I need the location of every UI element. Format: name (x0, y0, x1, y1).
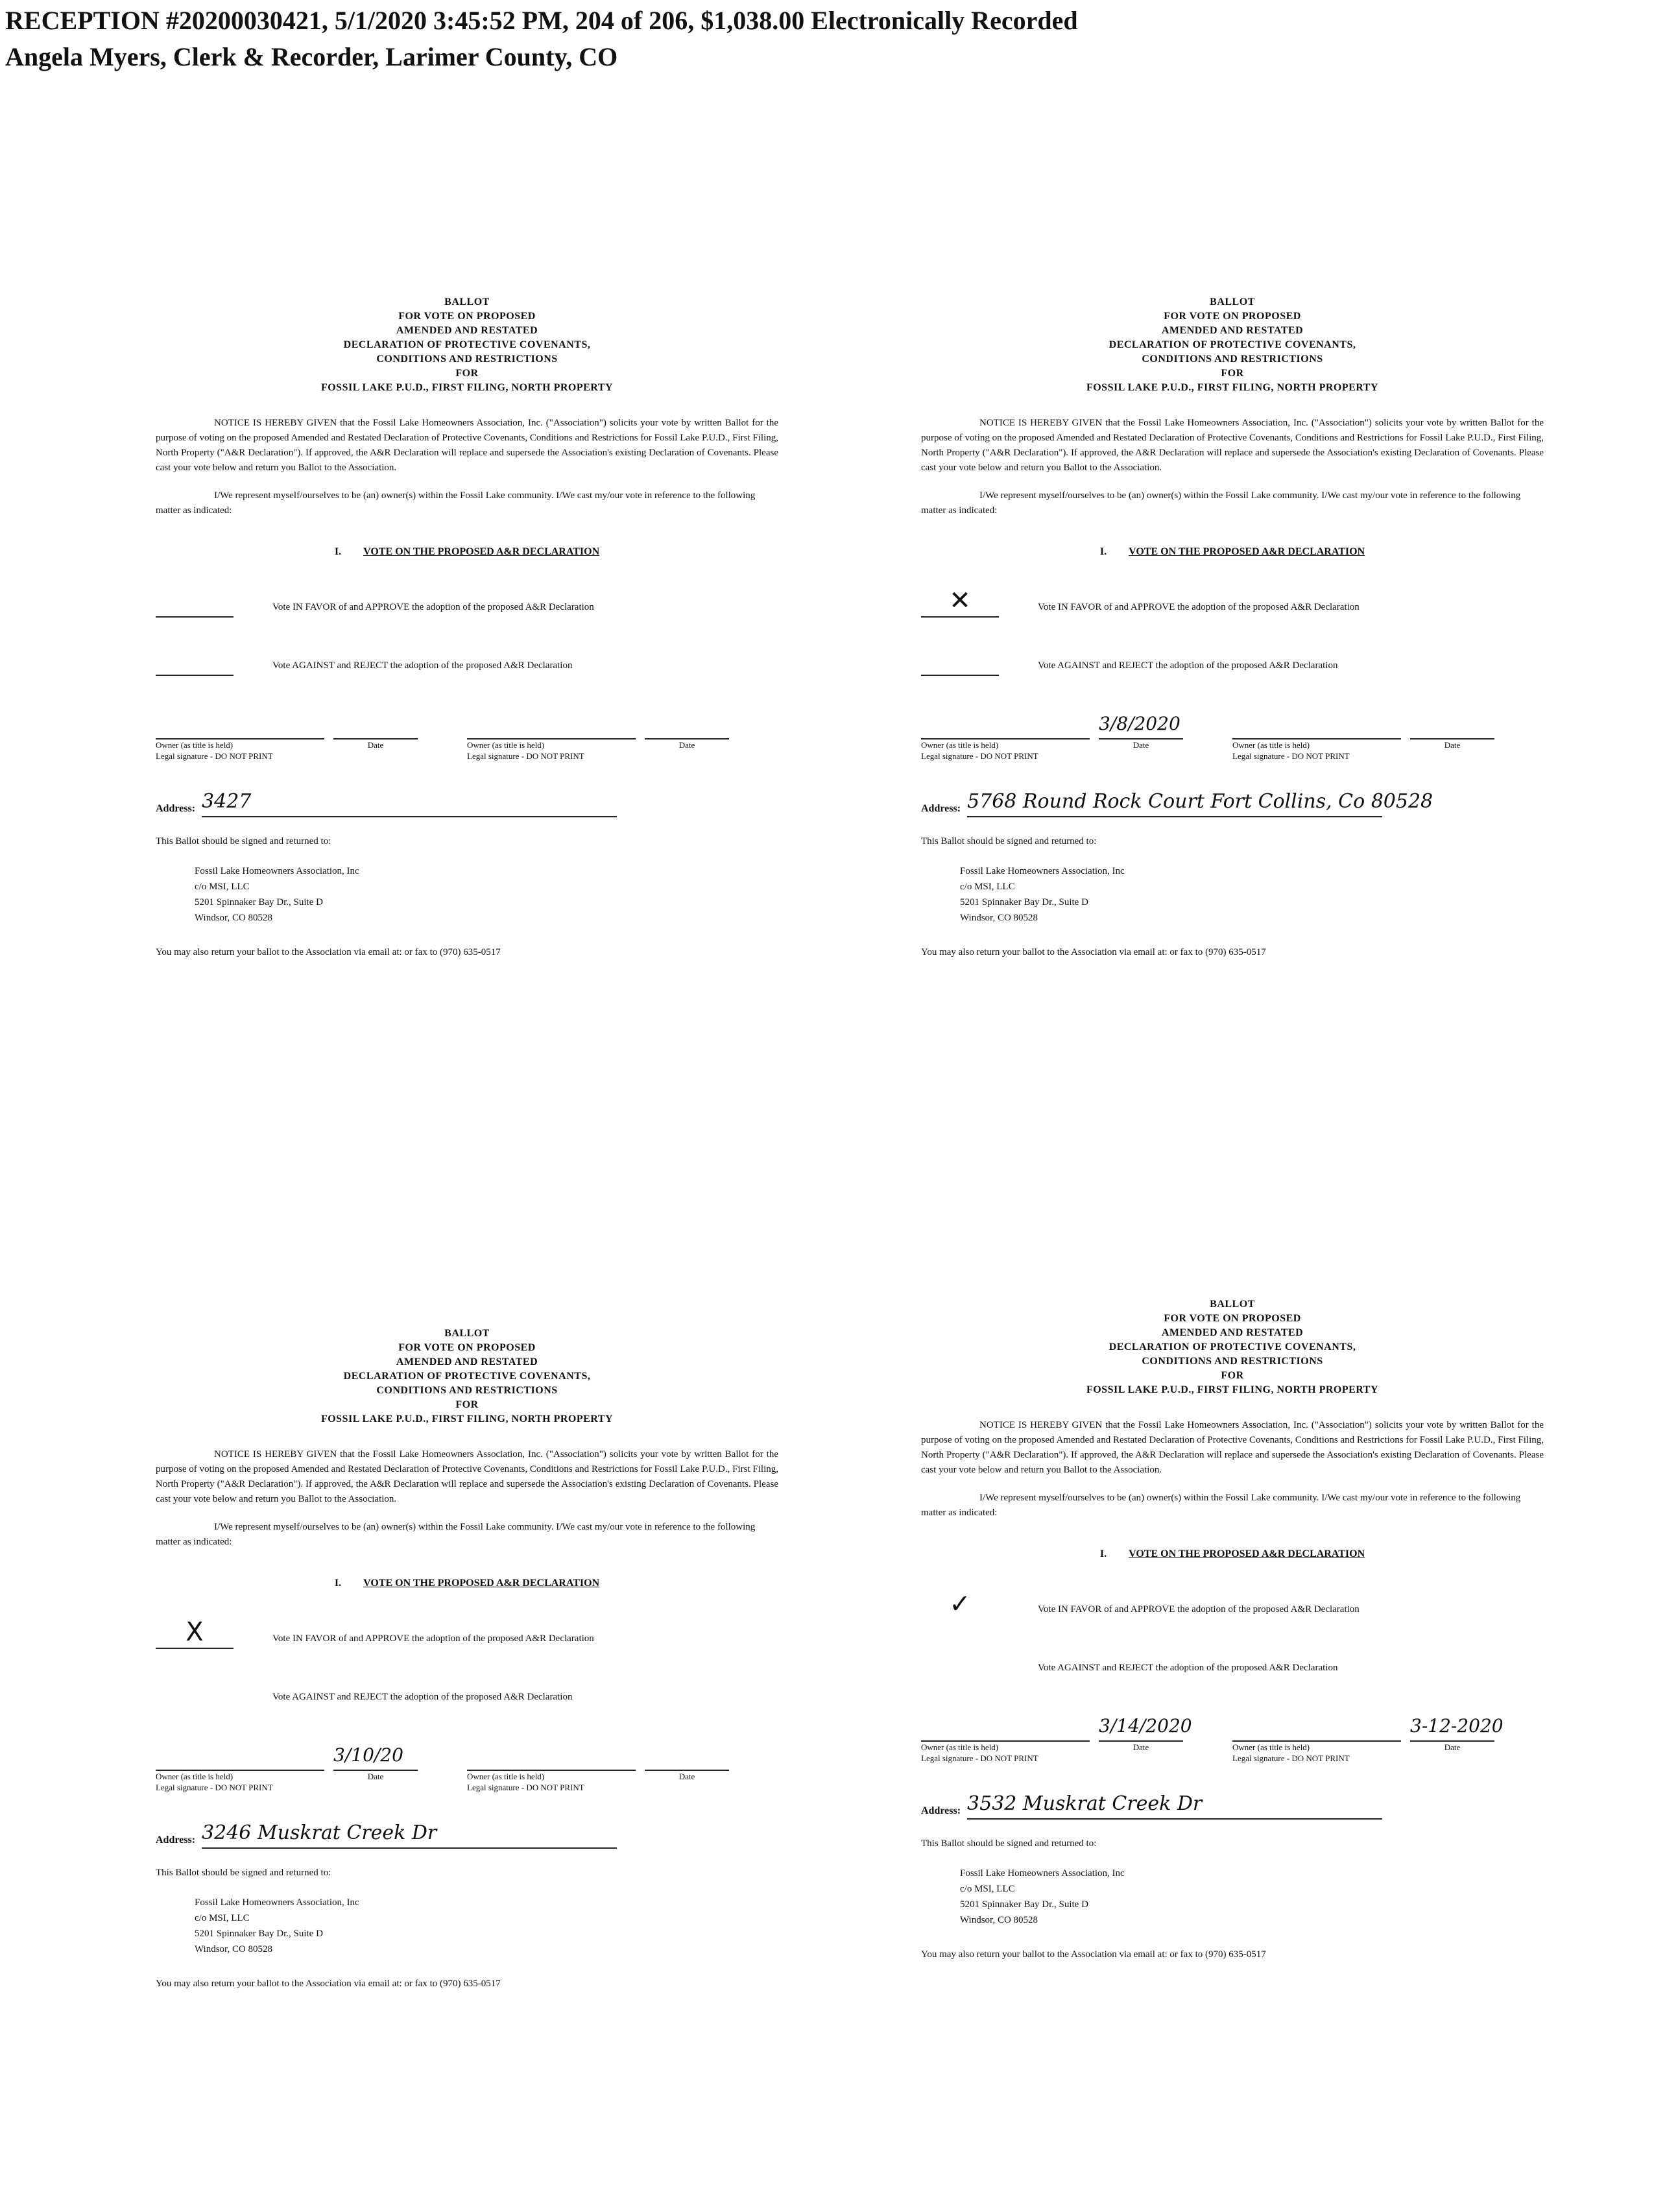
legal-signature-caption: Legal signature - DO NOT PRINT (156, 751, 273, 761)
owner-caption: Owner (as title is held) (1232, 740, 1310, 750)
ballot-title-line: FOR (455, 1399, 479, 1410)
legal-signature-caption: Legal signature - DO NOT PRINT (467, 751, 584, 761)
date-caption: Date (367, 740, 384, 750)
address-row (921, 787, 1544, 817)
address-label: Address: (921, 1805, 961, 1816)
vote-against-label: Vote AGAINST and REJECT the adoption of the proposed A&R Declaration (1038, 1663, 1338, 1673)
association-address-line: Windsor, CO 80528 (195, 913, 273, 923)
owner-representation: I/We represent myself/ourselves to be (an) owner(s) within the Fossil Lake community. I/We cast my/our vote in reference to the following matter as indicated: (156, 1522, 756, 1547)
legal-signature-caption: Legal signature - DO NOT PRINT (1232, 1753, 1350, 1763)
ballot-title-line: FOSSIL LAKE P.U.D., FIRST FILING, NORTH PROPERTY (1086, 1384, 1379, 1395)
return-instructions: This Ballot should be signed and returned to: (921, 836, 1097, 847)
vote-against-row (156, 1675, 778, 1707)
owner-1-date[interactable] (333, 710, 418, 739)
ballot-form (156, 295, 778, 960)
association-address (195, 863, 778, 926)
email-instructions (921, 1947, 1544, 1962)
association-address-line: Fossil Lake Homeowners Association, Inc (195, 866, 359, 876)
email-instructions (156, 1977, 778, 1991)
association-address-line: Windsor, CO 80528 (195, 1944, 273, 1954)
vote-against-label: Vote AGAINST and REJECT the adoption of the proposed A&R Declaration (1038, 660, 1338, 671)
owner-2-date[interactable]: 3-12-2020 (1410, 1712, 1494, 1742)
association-address-line: 5201 Spinnaker Bay Dr., Suite D (195, 897, 323, 908)
vote-favor-mark[interactable]: ✕ (921, 585, 999, 618)
owner-1-signature[interactable] (156, 1741, 324, 1771)
legal-signature-caption: Legal signature - DO NOT PRINT (467, 1783, 584, 1792)
ballot-title-line: FOR VOTE ON PROPOSED (398, 1342, 536, 1353)
association-address-line: 5201 Spinnaker Bay Dr., Suite D (195, 1929, 323, 1939)
ballot-title (156, 295, 778, 395)
section-title: VOTE ON THE PROPOSED A&R DECLARATION (1129, 546, 1365, 557)
owner-representation: I/We represent myself/ourselves to be (an) owner(s) within the Fossil Lake community. I/We cast my/our vote in reference to the following matter as indicated: (921, 490, 1521, 516)
ballot-form (921, 1297, 1544, 1962)
association-address (960, 863, 1544, 926)
owner-caption: Owner (as title is held) (921, 1742, 999, 1752)
ballot-title-line: CONDITIONS AND RESTRICTIONS (376, 1385, 558, 1396)
date-caption: Date (678, 1772, 695, 1781)
association-address-line: Fossil Lake Homeowners Association, Inc (960, 866, 1125, 876)
notice-paragraph: NOTICE IS HEREBY GIVEN that the Fossil Lake Homeowners Association, Inc. ("Association") solicits your vote by written Ballot for the purpose of voting on the proposed Amended and Restated Declaration of Protective Covenants, Conditions and Restrictions for Fossil Lake P.U.D., First Filing, North Property ("A&R Declaration"). If approved, the A&R Declaration will replace and supersede the Association's existing Declaration of Covenants. Please cast your vote below and return you Ballot to the Association. (921, 418, 1544, 473)
owner-2-date[interactable] (1410, 710, 1494, 739)
section-number: I. (334, 1578, 342, 1589)
owner-caption: Owner (as title is held) (1232, 1742, 1310, 1752)
association-address-line: Windsor, CO 80528 (960, 1915, 1038, 1925)
association-address-line: c/o MSI, LLC (195, 882, 250, 892)
section-title: VOTE ON THE PROPOSED A&R DECLARATION (1129, 1548, 1365, 1559)
return-instructions: This Ballot should be signed and returned to: (156, 836, 331, 847)
ballot-title-line: DECLARATION OF PROTECTIVE COVENANTS, (1109, 1341, 1356, 1352)
vote-favor-label: Vote IN FAVOR of and APPROVE the adoption of the proposed A&R Declaration (1038, 602, 1360, 612)
ballot-title-line: DECLARATION OF PROTECTIVE COVENANTS, (343, 339, 591, 350)
signature-row (156, 710, 778, 762)
email-note-suffix: or fax to (970) 635-0517 (1169, 947, 1266, 957)
section-title: VOTE ON THE PROPOSED A&R DECLARATION (363, 1578, 600, 1589)
email-instructions (921, 945, 1544, 960)
ballot-title-line: FOR (1221, 368, 1244, 379)
email-note-prefix: You may also return your ballot to the Association via email at: (921, 947, 1168, 957)
association-address (960, 1866, 1544, 1928)
legal-signature-caption: Legal signature - DO NOT PRINT (156, 1783, 273, 1792)
ballot-title-line: AMENDED AND RESTATED (1161, 1327, 1304, 1338)
ballot-title-line: FOR VOTE ON PROPOSED (398, 311, 536, 322)
signature-row (921, 710, 1544, 762)
return-instructions: This Ballot should be signed and returned to: (156, 1868, 331, 1878)
owner-1-signature[interactable] (921, 710, 1090, 739)
ballot-title-line: AMENDED AND RESTATED (396, 325, 538, 336)
ballot-title-line: FOR (455, 368, 479, 379)
ballot-title-line: FOR VOTE ON PROPOSED (1164, 1313, 1301, 1324)
date-caption: Date (1133, 740, 1149, 750)
vote-against-mark[interactable] (156, 1676, 234, 1707)
ballot-form (156, 1327, 778, 1991)
email-note-suffix: or fax to (970) 635-0517 (404, 1978, 501, 1989)
vote-against-label: Vote AGAINST and REJECT the adoption of the proposed A&R Declaration (272, 660, 573, 671)
vote-against-mark[interactable] (921, 643, 999, 676)
address-label: Address: (921, 803, 961, 814)
section-heading (156, 1576, 778, 1591)
address-field[interactable]: 5768 Round Rock Court Fort Collins, Co 80528 (967, 787, 1382, 817)
notice-paragraph: NOTICE IS HEREBY GIVEN that the Fossil Lake Homeowners Association, Inc. ("Association") solicits your vote by written Ballot for the purpose of voting on the proposed Amended and Restated Declaration of Protective Covenants, Conditions and Restrictions for Fossil Lake P.U.D., First Filing, North Property ("A&R Declaration"). If approved, the A&R Declaration will replace and supersede the Association's existing Declaration of Covenants. Please cast your vote below and return you Ballot to the Association. (156, 418, 778, 473)
address-row (156, 787, 778, 817)
section-title: VOTE ON THE PROPOSED A&R DECLARATION (363, 546, 600, 557)
association-address (195, 1895, 778, 1957)
vote-against-label: Vote AGAINST and REJECT the adoption of the proposed A&R Declaration (272, 1692, 573, 1702)
owner-2-signature-block (1232, 710, 1544, 762)
ballot-title-line: BALLOT (1210, 296, 1255, 307)
section-number: I. (1099, 1548, 1107, 1559)
owner-1-signature[interactable] (156, 710, 324, 739)
owner-2-date[interactable] (645, 1741, 729, 1771)
legal-signature-caption: Legal signature - DO NOT PRINT (921, 1753, 1038, 1763)
owner-1-signature-block (921, 1712, 1232, 1764)
email-note-prefix: You may also return your ballot to the Association via email at: (156, 1978, 402, 1989)
owner-caption: Owner (as title is held) (156, 1772, 234, 1781)
address-label: Address: (156, 1834, 196, 1845)
owner-1-signature-block (921, 710, 1232, 762)
vote-favor-mark[interactable] (156, 585, 234, 618)
owner-caption: Owner (as title is held) (921, 740, 999, 750)
owner-1-signature-block (156, 1741, 467, 1793)
ballot-title-line: DECLARATION OF PROTECTIVE COVENANTS, (1109, 339, 1356, 350)
ballot-title (921, 295, 1544, 395)
section-heading (156, 544, 778, 559)
owner-2-signature[interactable] (1232, 1712, 1401, 1742)
owner-1-signature-block (156, 710, 467, 762)
signature-row (156, 1741, 778, 1793)
ballot-title-line: CONDITIONS AND RESTRICTIONS (1142, 1356, 1323, 1367)
association-address-line: 5201 Spinnaker Bay Dr., Suite D (960, 1899, 1088, 1910)
ballot-title-line: FOR (1221, 1370, 1244, 1381)
ballot-title-line: CONDITIONS AND RESTRICTIONS (376, 354, 558, 365)
notice-paragraph: NOTICE IS HEREBY GIVEN that the Fossil Lake Homeowners Association, Inc. ("Association") solicits your vote by written Ballot for the purpose of voting on the proposed Amended and Restated Declaration of Protective Covenants, Conditions and Restrictions for Fossil Lake P.U.D., First Filing, North Property ("A&R Declaration"). If approved, the A&R Declaration will replace and supersede the Association's existing Declaration of Covenants. Please cast your vote below and return you Ballot to the Association. (921, 1420, 1544, 1475)
ballot-title (156, 1327, 778, 1426)
vote-against-mark[interactable] (921, 1647, 999, 1678)
date-caption: Date (1133, 1742, 1149, 1752)
owner-2-date[interactable] (645, 710, 729, 739)
address-label: Address: (156, 803, 196, 814)
date-caption: Date (678, 740, 695, 750)
date-caption: Date (1444, 740, 1461, 750)
association-address-line: Windsor, CO 80528 (960, 913, 1038, 923)
vote-favor-label: Vote IN FAVOR of and APPROVE the adoption of the proposed A&R Declaration (272, 602, 594, 612)
owner-2-signature[interactable] (1232, 710, 1401, 739)
vote-against-row (921, 1646, 1544, 1678)
association-address-line: 5201 Spinnaker Bay Dr., Suite D (960, 897, 1088, 908)
owner-1-signature[interactable] (921, 1712, 1090, 1742)
ballot-title-line: CONDITIONS AND RESTRICTIONS (1142, 354, 1323, 365)
address-row (156, 1819, 778, 1849)
email-note-suffix: or fax to (970) 635-0517 (1169, 1949, 1266, 1960)
association-address-line: Fossil Lake Homeowners Association, Inc (960, 1868, 1125, 1879)
section-number: I. (1099, 546, 1107, 557)
ballot-title-line: FOR VOTE ON PROPOSED (1164, 311, 1301, 322)
ballot-form (921, 295, 1544, 960)
owner-representation: I/We represent myself/ourselves to be (an) owner(s) within the Fossil Lake community. I/We cast my/our vote in reference to the following matter as indicated: (156, 490, 756, 516)
owner-caption: Owner (as title is held) (156, 740, 234, 750)
association-address-line: c/o MSI, LLC (960, 1884, 1015, 1894)
owner-2-signature-block (467, 710, 778, 762)
vote-against-mark[interactable] (156, 643, 234, 676)
email-note-prefix: You may also return your ballot to the Association via email at: (921, 1949, 1168, 1960)
owner-2-signature-block (467, 1741, 778, 1793)
vote-favor-mark[interactable]: X (156, 1617, 234, 1649)
date-caption: Date (367, 1772, 384, 1781)
section-heading (921, 1546, 1544, 1561)
return-instructions: This Ballot should be signed and returned to: (921, 1838, 1097, 1849)
owner-2-signature[interactable] (467, 710, 636, 739)
legal-signature-caption: Legal signature - DO NOT PRINT (921, 751, 1038, 761)
vote-favor-row (156, 1617, 778, 1649)
ballot-title-line: FOSSIL LAKE P.U.D., FIRST FILING, NORTH PROPERTY (320, 1413, 614, 1425)
address-row (921, 1790, 1544, 1820)
notice-paragraph: NOTICE IS HEREBY GIVEN that the Fossil Lake Homeowners Association, Inc. ("Association") solicits your vote by written Ballot for the purpose of voting on the proposed Amended and Restated Declaration of Protective Covenants, Conditions and Restrictions for Fossil Lake P.U.D., First Filing, North Property ("A&R Declaration"). If approved, the A&R Declaration will replace and supersede the Association's existing Declaration of Covenants. Please cast your vote below and return you Ballot to the Association. (156, 1449, 778, 1504)
owner-1-date[interactable]: 3/10/20 (333, 1741, 418, 1771)
vote-against-row (921, 643, 1544, 676)
owner-caption: Owner (as title is held) (467, 740, 545, 750)
recording-header (5, 3, 1078, 75)
vote-favor-row (921, 585, 1544, 618)
ballot-title-line: DECLARATION OF PROTECTIVE COVENANTS, (343, 1371, 591, 1382)
vote-favor-row (156, 585, 778, 618)
ballot-title-line: FOSSIL LAKE P.U.D., FIRST FILING, NORTH PROPERTY (320, 382, 614, 393)
ballot-title-line: FOSSIL LAKE P.U.D., FIRST FILING, NORTH PROPERTY (1086, 382, 1379, 393)
legal-signature-caption: Legal signature - DO NOT PRINT (1232, 751, 1350, 761)
owner-2-signature-block (1232, 1712, 1544, 1764)
vote-favor-mark[interactable]: ✓ (949, 1589, 971, 1619)
owner-1-date[interactable]: 3/8/2020 (1099, 710, 1183, 739)
email-instructions (156, 945, 778, 960)
email-note-prefix: You may also return your ballot to the Association via email at: (156, 947, 402, 957)
owner-2-signature[interactable] (467, 1741, 636, 1771)
association-address-line: c/o MSI, LLC (195, 1913, 250, 1923)
address-field[interactable]: 3246 Muskrat Creek Dr (202, 1819, 617, 1849)
ballot-title-line: AMENDED AND RESTATED (396, 1356, 538, 1367)
owner-1-date[interactable]: 3/14/2020 (1099, 1712, 1183, 1742)
address-field[interactable]: 3427 (202, 787, 617, 817)
association-address-line: c/o MSI, LLC (960, 882, 1015, 892)
ballot-title-line: BALLOT (444, 1328, 490, 1339)
email-note-suffix: or fax to (970) 635-0517 (404, 947, 501, 957)
vote-favor-label: Vote IN FAVOR of and APPROVE the adoption of the proposed A&R Declaration (272, 1633, 594, 1644)
date-caption: Date (1444, 1742, 1461, 1752)
recording-line-2: Angela Myers, Clerk & Recorder, Larimer County, CO (5, 42, 618, 71)
ballot-title-line: BALLOT (444, 296, 490, 307)
vote-against-row (156, 643, 778, 676)
address-field[interactable]: 3532 Muskrat Creek Dr (967, 1790, 1382, 1820)
section-heading (921, 544, 1544, 559)
section-number: I. (334, 546, 342, 557)
vote-favor-row (921, 1587, 1544, 1620)
ballot-title (921, 1297, 1544, 1397)
signature-row (921, 1712, 1544, 1764)
owner-representation: I/We represent myself/ourselves to be (an) owner(s) within the Fossil Lake community. I/We cast my/our vote in reference to the following matter as indicated: (921, 1493, 1521, 1518)
ballot-title-line: AMENDED AND RESTATED (1161, 325, 1304, 336)
owner-caption: Owner (as title is held) (467, 1772, 545, 1781)
association-address-line: Fossil Lake Homeowners Association, Inc (195, 1897, 359, 1908)
vote-favor-label: Vote IN FAVOR of and APPROVE the adoption of the proposed A&R Declaration (1038, 1604, 1360, 1615)
ballot-title-line: BALLOT (1210, 1299, 1255, 1310)
recording-line-1: RECEPTION #20200030421, 5/1/2020 3:45:52 PM, 204 of 206, $1,038.00 Electronically Recorded (5, 6, 1078, 35)
